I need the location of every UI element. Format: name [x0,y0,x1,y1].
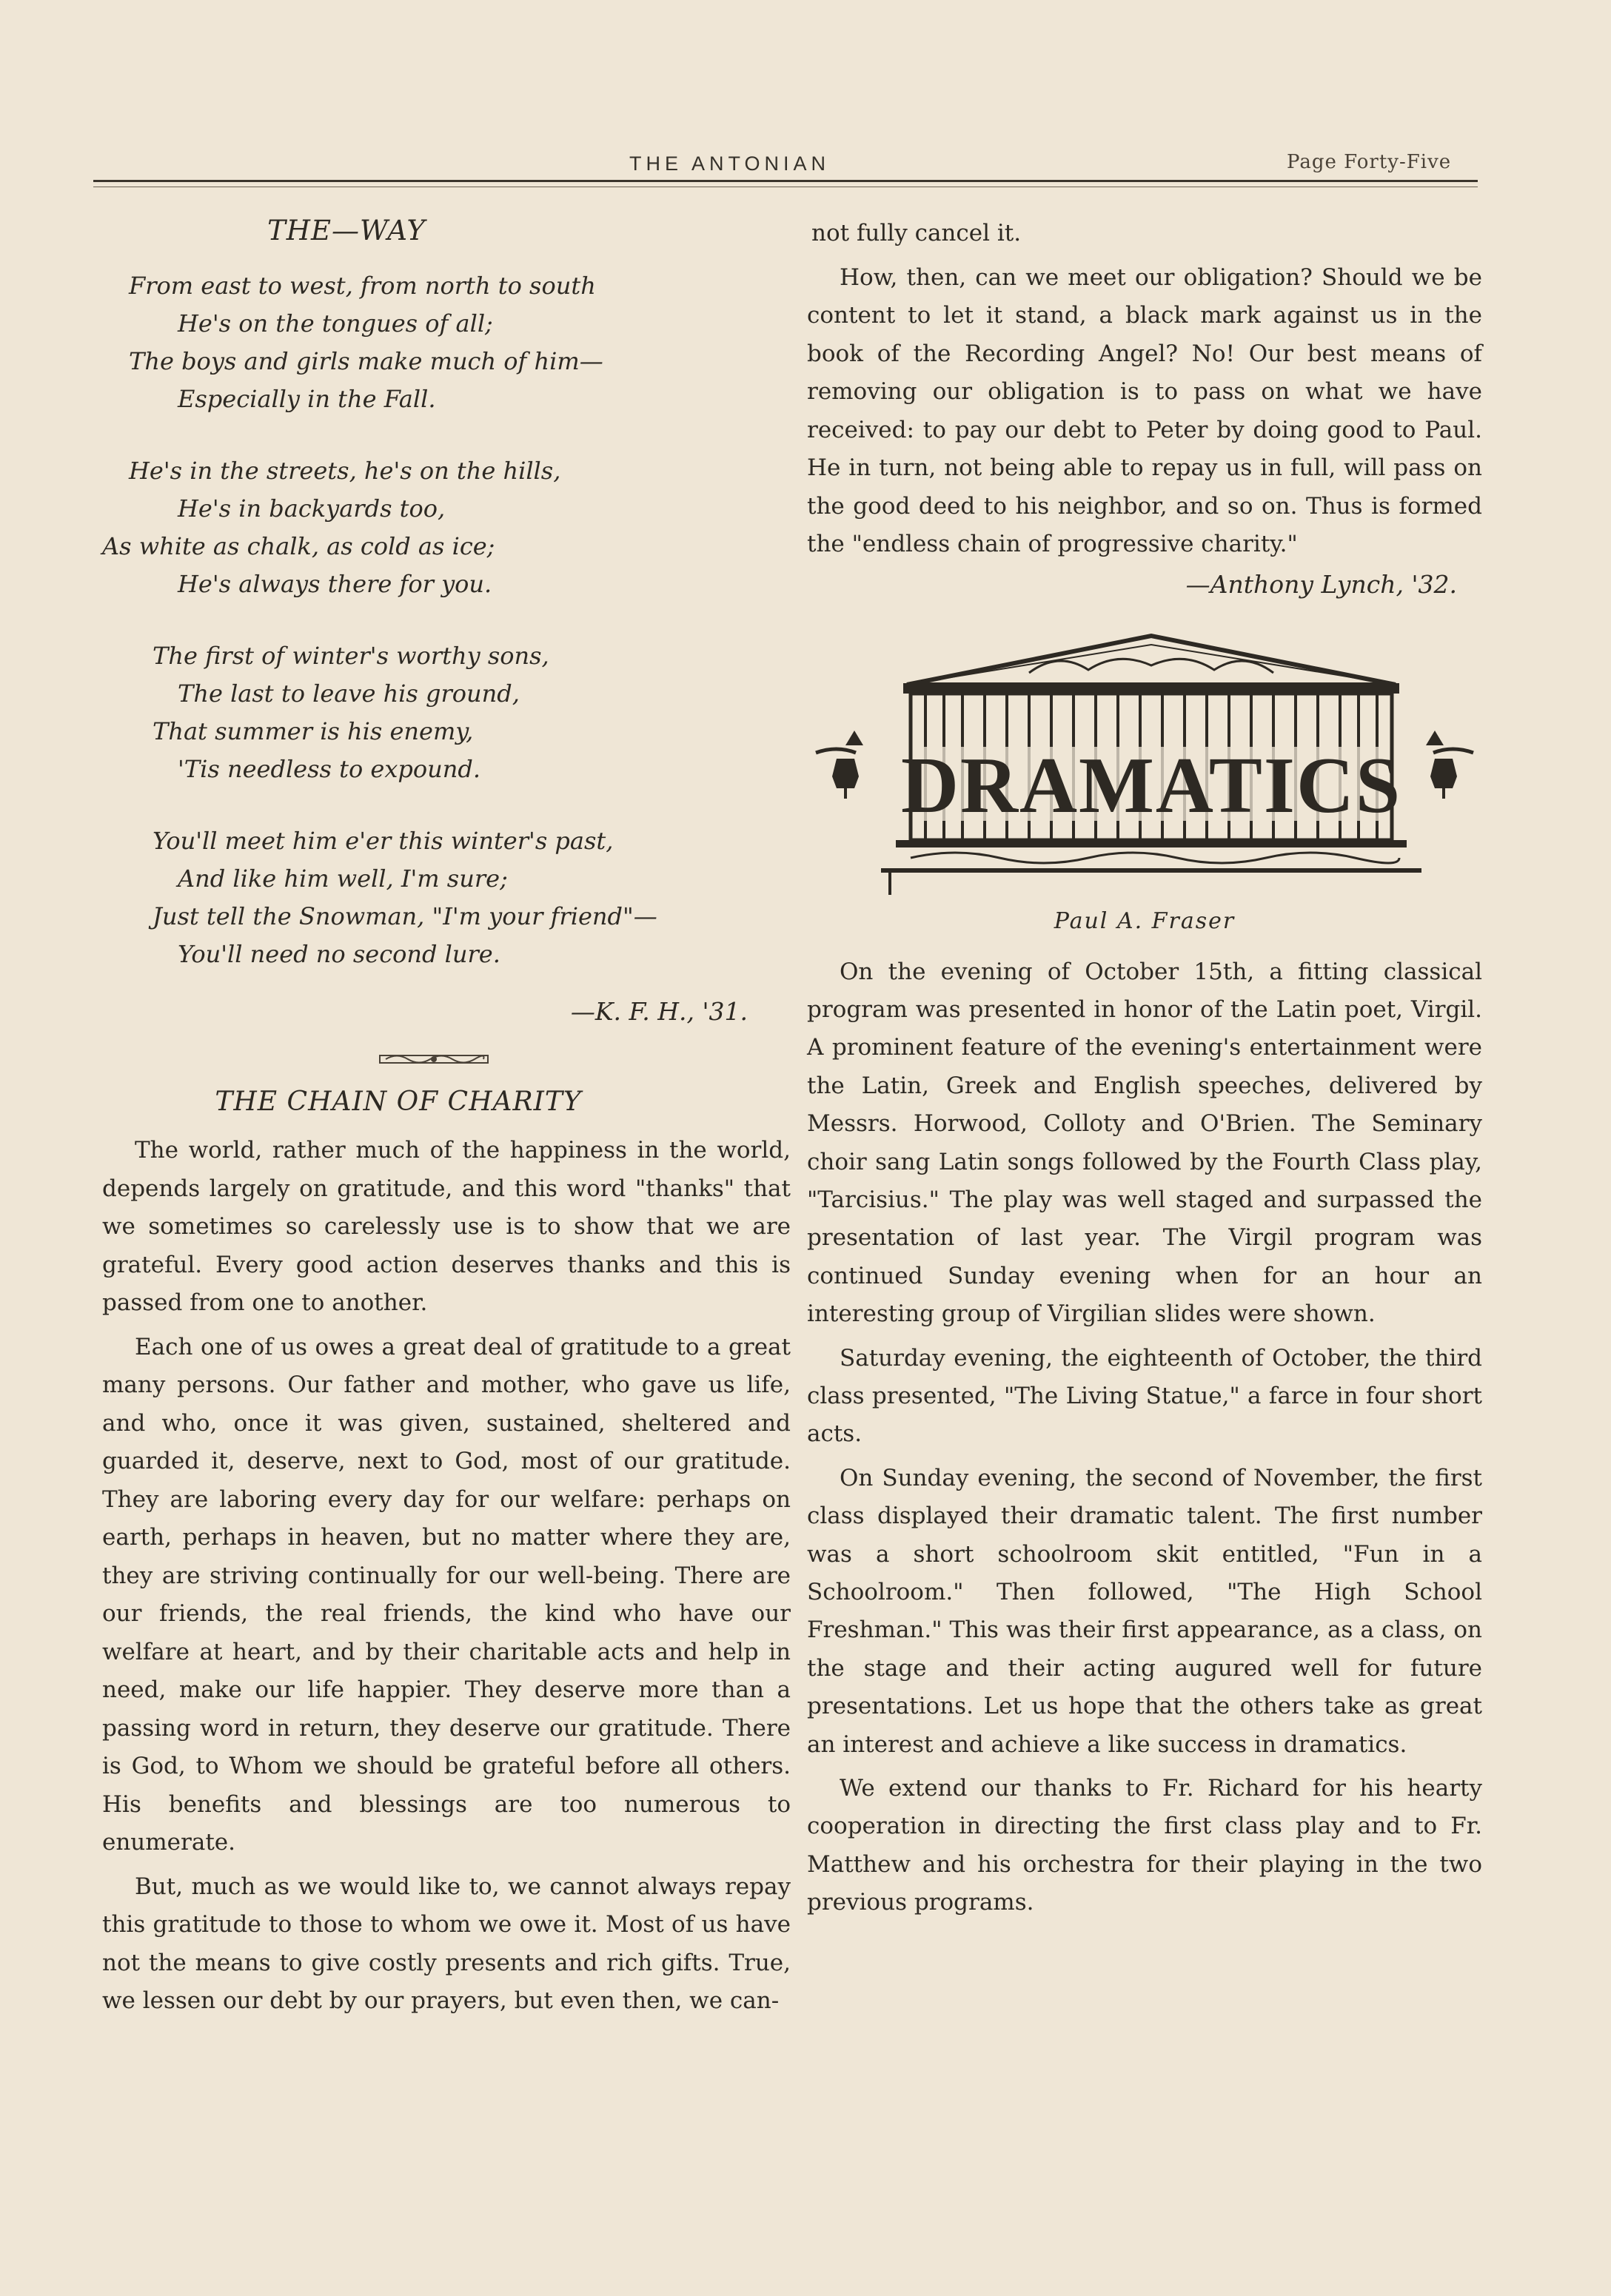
page-number: Page Forty-Five [1287,151,1452,173]
poem-line: He's in the streets, he's on the hills, [129,457,561,485]
poem-line: Especially in the Fall. [178,385,436,413]
essay-signature: —Anthony Lynch, '32. [1185,569,1457,599]
poem-line: And like him well, I'm sure; [178,865,508,893]
poem-line: He's in backyards too, [178,494,446,523]
essay-paragraph: The world, rather much of the happiness in the world, depends largely on gratitude, and this word "thanks" that we sometimes so carelessly use is to show that we are grateful. Every good action deserves thanks and this is passed from one to another. [102,1137,791,1316]
poem-line: You'll need no second lure. [178,940,500,968]
poem-signature: —K. F. H., '31. [570,997,748,1026]
illustration-caption: Paul A. Fraser [1054,907,1236,934]
dramatics-banner-illustration [807,621,1482,895]
dramatics-paragraph: On Sunday evening, the second of November, the first class displayed their dramatic talent. The first number was a short schoolroom skit entitled, "Fun in a Schoolroom." Then followed, "The High School Freshman." This was their first appearance, as a class, on the stage and their acting augured well for future presentations. Let us hope that the others take as great an interest and achieve a like success in dramatics. [807,1464,1482,1758]
poem-line: You'll meet him e'er this winter's past, [153,827,614,855]
poem-line: The first of winter's worthy sons, [153,642,549,670]
poem-line: The boys and girls make much of him— [129,347,603,375]
header-rule [93,180,1478,182]
essay-title: THE CHAIN OF CHARITY [215,1087,582,1117]
essay-paragraph: How, then, can we meet our obligation? Should we be content to let it stand, a black mark against us in the book of the Recording Angel? No! Our best means of removing our obligation is to pass on what we have received: to pay our debt to Peter by doing good to Paul. He in turn, not being able to repay us in full, will pass on the good deed to his neighbor, and so on. Thus is formed the "endless chain of progressive charity." [807,263,1482,557]
dramatics-banner-text: DRAMATICS [900,741,1402,830]
poem-line: That summer is his enemy, [153,717,474,745]
poem-stanza-3 [102,637,791,788]
dramatics-paragraph: We extend our thanks to Fr. Richard for his hearty cooperation in directing the first class play and to Fr. Matthew and his orchestra for their playing in the two previous programs. [807,1775,1482,1916]
poem-title: THE—WAY [267,215,426,246]
dramatics-paragraph: On the evening of October 15th, a fitting classical program was presented in honor of the Latin poet, Virgil. A prominent feature of the evening's entertainment were the Latin, Greek and English speeches, delivered by Messrs. Horwood, Colloty and O'Brien. The Seminary choir sang Latin songs followed by the Fourth Class play, "Tarcisius." The play was well staged and surpassed the presentation of last year. The Virgil program was continued Sunday evening when for an hour an interesting group of Virgilian slides were shown. [807,958,1482,1328]
poem-line: As white as chalk, as cold as ice; [102,532,495,560]
poem-line: 'Tis needless to expound. [178,755,481,783]
poem-line: He's always there for you. [178,570,492,598]
ornament-divider-icon [378,1051,489,1067]
left-column [102,215,791,2027]
running-header-title: THE ANTONIAN [629,152,831,175]
right-lamp-icon [1426,731,1473,799]
poem-line: He's on the tongues of all; [178,309,493,338]
essay-paragraph: Each one of us owes a great deal of gratitude to a great many persons. Our father and mother, who gave us life, and who, once it was given, sustained, sheltered and guarded it, deserve, next to God, most of our gratitude. They are laboring every day for our welfare: perhaps on earth, perhaps in heaven, but no matter where they are, they are striving continually for our well-being. There are our friends, the real friends, the kind who have our welfare at heart, and by their charitable acts and help in need, make our life happier. They deserve more than a passing word in return, they deserve our gratitude. There is God, to Whom we should be grateful before all others. His benefits and blessings are too numerous to enumerate. [102,1333,791,1856]
essay-paragraph: But, much as we would like to, we cannot always repay this gratitude to those to whom we owe it. Most of us have not the means to give costly presents and rich gifts. True, we lessen our debt by our prayers, but even then, we can- [102,1873,791,2014]
poem-line: Just tell the Snowman, "I'm your friend"— [153,902,657,930]
left-lamp-icon [816,731,863,799]
poem [102,267,791,973]
essay-continuation: not fully cancel it. [811,220,1022,246]
poem-stanza-1 [102,267,791,418]
poem-stanza-4 [102,822,791,973]
poem-line: The last to leave his ground, [178,679,520,708]
dramatics-paragraph: Saturday evening, the eighteenth of October, the third class presented, "The Living Statue," a farce in four short acts. [807,1344,1482,1448]
dramatics-article [807,953,1482,1922]
right-column [807,215,1482,1928]
poem-line: From east to west, from north to south [129,272,596,300]
poem-stanza-2 [102,452,791,603]
